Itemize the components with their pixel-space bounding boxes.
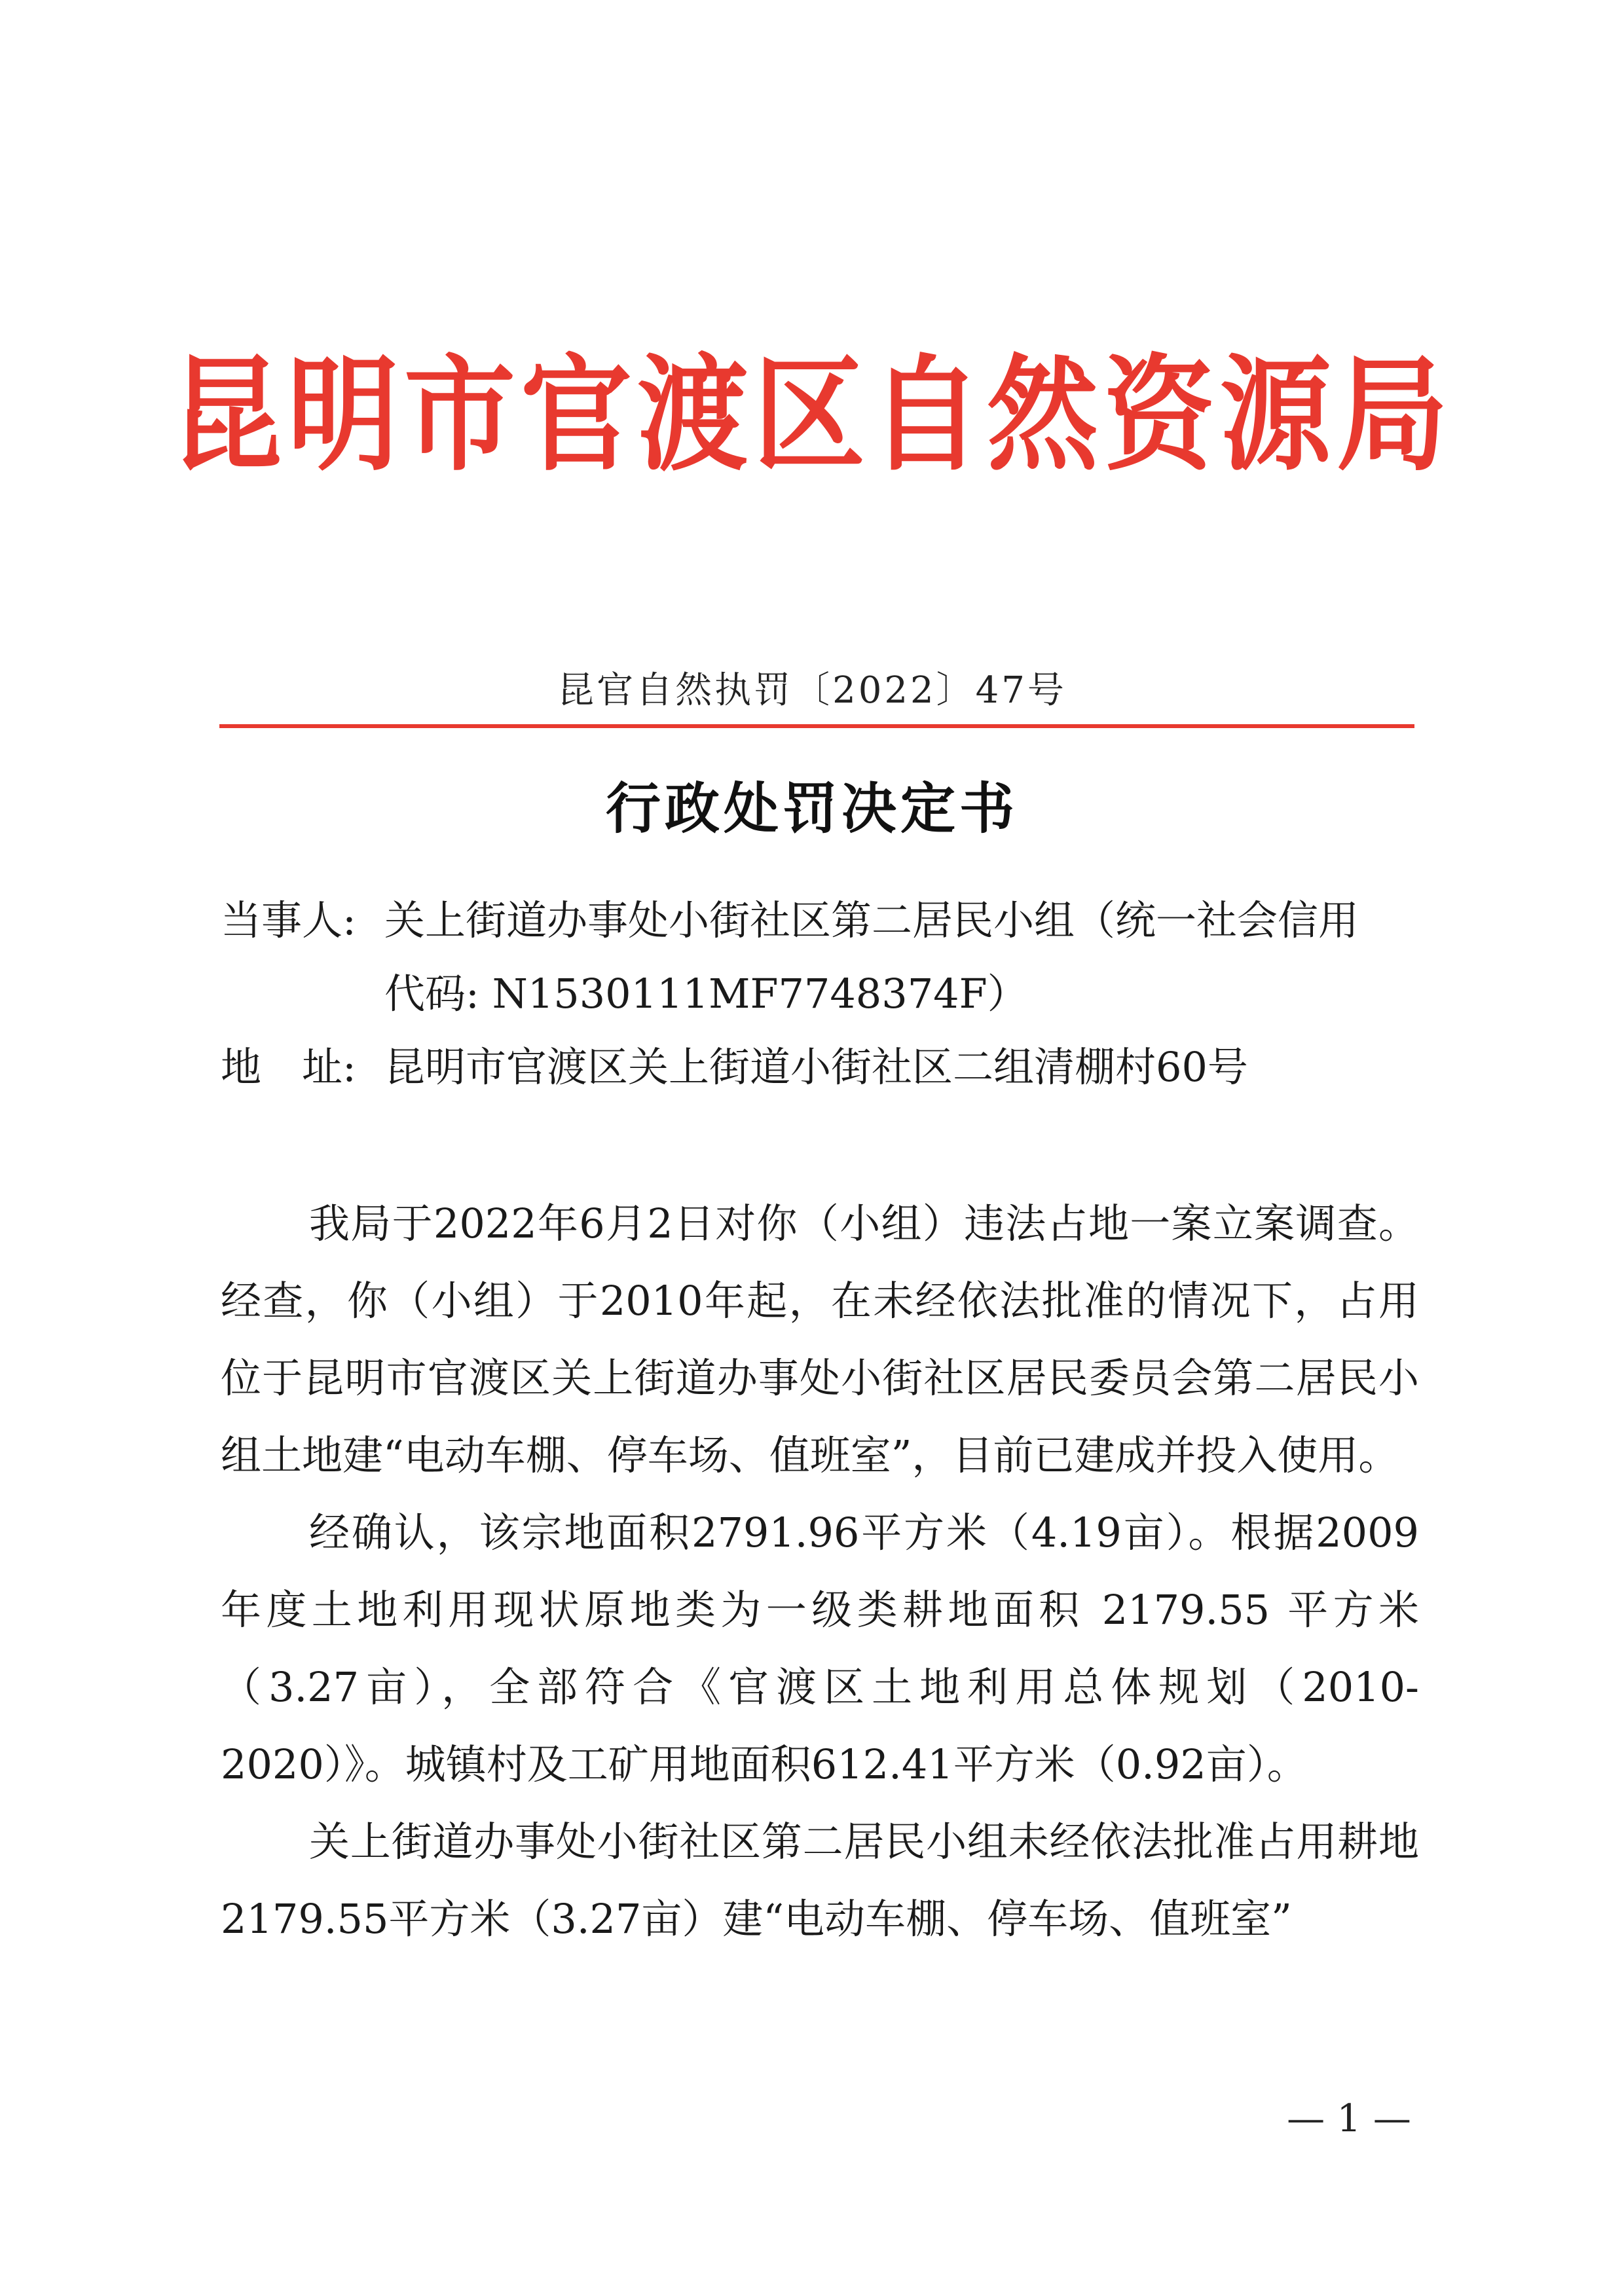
party-value: 关上街道办事处小街社区第二居民小组（统一社会信用 [384, 896, 1359, 944]
party-credit-code: 代码: N1530111MF7748374F） [384, 970, 1028, 1018]
red-divider-line [219, 724, 1414, 728]
agency-header: 昆明市官渡区自然资源局 [170, 343, 1453, 488]
paragraph: 关上街道办事处小街社区第二居民小组未经依法批准占用耕地2179.55平方米（3.27亩）建“电动车棚、停车场、值班室” [221, 1818, 1419, 1943]
paragraph: 我局于2022年6月2日对你（小组）违法占地一案立案调查。经查，你（小组）于2010年起，在未经依法批准的情况下，占用位于昆明市官渡区关上街道办事处小街社区居民委员会第二居民小组土地建“电动车棚、停车场、值班室”，目前已建成并投入使用。 [221, 1200, 1419, 1479]
decision-body [221, 1185, 1419, 1958]
party-label: 当事人: [221, 896, 356, 944]
page-number: — 1 — [1287, 2096, 1411, 2140]
address-value: 昆明市官渡区关上街道小街社区二组清棚村60号 [384, 1043, 1248, 1091]
address-row [221, 1031, 1419, 1104]
party-row [221, 884, 1419, 957]
paragraph: 经确认，该宗地面积2791.96平方米（4.19亩）。根据2009年度土地利用现状原地类为一级类耕地面积 2179.55 平方米（3.27亩），全部符合《官渡区土地利用总体规划（2010-2020）》。城镇村及工矿用地面积612.41平方米（0.92亩）。 [221, 1509, 1419, 1788]
document-title: 行政处罚决定书 [605, 776, 1018, 841]
address-label: 地 址: [221, 1043, 356, 1091]
party-info [221, 884, 1419, 1104]
document-number: 昆官自然执罚〔2022〕47号 [557, 669, 1067, 712]
